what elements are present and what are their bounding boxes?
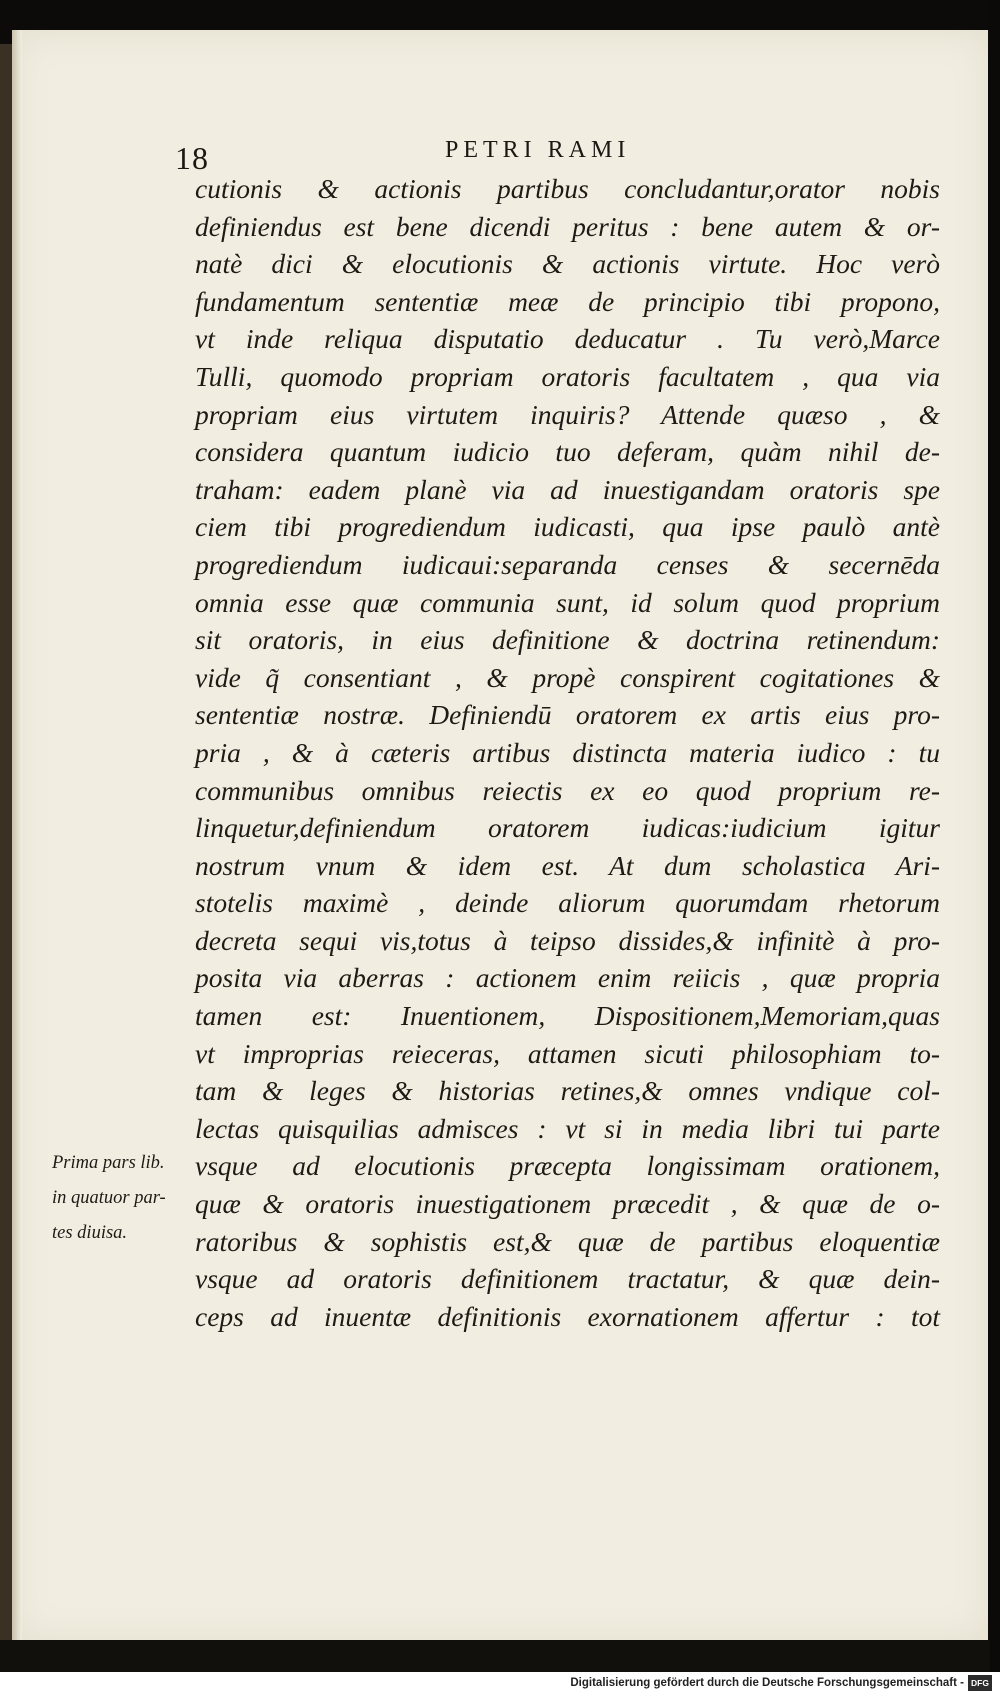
text-line: tam & leges & historias retines,& omnes vndique col- (195, 1075, 940, 1107)
body-text (195, 170, 940, 1335)
text-line: cutionis & actionis partibus concludantur,orator nobis (195, 173, 940, 204)
text-line: vt improprias reieceras, attamen sicuti philosophiam to- (195, 1037, 940, 1069)
text-line: ceps ad inuentæ definitionis exornationem affertur : tot (195, 1300, 940, 1332)
scan-border-left (0, 44, 12, 1644)
scan-border-bottom (0, 1640, 990, 1672)
text-line: vsque ad oratoris definitionem tractatur, & quæ dein- (195, 1263, 940, 1295)
text-line: omnia esse quæ communia sunt, id solum quod proprium (195, 586, 940, 618)
text-line: quæ & oratoris inuestigationem præcedit , & quæ de o- (195, 1188, 940, 1220)
text-line: propriam eius virtutem inquiris? Attende quæso , & (195, 398, 940, 430)
text-line: ciem tibi progrediendum iudicasti, qua ipse paulò antè (195, 511, 940, 543)
text-line: fundamentum sententiæ meæ de principio tibi propono, (195, 285, 940, 317)
text-line: vsque ad elocutionis præcepta longissimam orationem, (195, 1150, 940, 1182)
text-line: ratoribus & sophistis est,& quæ de partibus eloquentiæ (195, 1225, 940, 1257)
text-line: sit oratoris, in eius definitione & doctrina retinendum: (195, 624, 940, 656)
text-line: linquetur,definiendum oratorem iudicas:iudicium igitur (195, 812, 940, 844)
scan-border-right (988, 0, 1000, 1672)
text-line: vide q̃ consentiant , & propè conspirent cogitationes & (195, 661, 940, 693)
text-line: pria , & à cæteris artibus distincta materia iudico : tu (195, 736, 940, 768)
marginal-note (52, 1146, 227, 1251)
funding-credit: Digitalisierung gefördert durch die Deutsche Forschungsgemeinschaft - (570, 1677, 964, 1689)
page-gutter-shadow (12, 30, 22, 1642)
dfg-logo: DFG (968, 1675, 992, 1691)
text-line: definiendus est bene dicendi peritus : bene autem & or- (195, 210, 940, 242)
text-line: lectas quisquilias admisces : vt si in media libri tui parte (195, 1112, 940, 1144)
marginal-note-line: Prima pars lib. (52, 1153, 165, 1173)
text-line: posita via aberras : actionem enim reiicis , quæ propria (195, 962, 940, 994)
text-line: considera quantum iudicio tuo deferam, quàm nihil de- (195, 436, 940, 468)
text-line: vt inde reliqua disputatio deducatur . Tu verò,Marce (195, 323, 940, 355)
marginal-note-line: tes diuisa. (52, 1223, 128, 1243)
text-line: decreta sequi vis,totus à teipso dissides,& infinitè à pro- (195, 924, 940, 956)
page-number: 18 (175, 140, 209, 176)
running-head: PETRI RAMI (445, 137, 631, 163)
text-line: nostrum vnum & idem est. At dum scholastica Ari- (195, 849, 940, 881)
marginal-note-line: in quatuor par- (52, 1188, 166, 1208)
text-line: natè dici & elocutionis & actionis virtute. Hoc verò (195, 248, 940, 280)
text-line: Tulli, quomodo propriam oratoris facultatem , qua via (195, 360, 940, 392)
text-line: tamen est: Inuentionem, Dispositionem,Memoriam,quas (195, 1000, 940, 1032)
text-line: communibus omnibus reiectis ex eo quod proprium re- (195, 774, 940, 806)
text-line: traham: eadem planè via ad inuestigandam oratoris spe (195, 473, 940, 505)
text-line: progrediendum iudicaui:separanda censes & secernēda (195, 548, 940, 580)
text-line: sententiæ nostræ. Definiendū oratorem ex artis eius pro- (195, 699, 940, 731)
text-line: stotelis maximè , deinde aliorum quorumdam rhetorum (195, 887, 940, 919)
